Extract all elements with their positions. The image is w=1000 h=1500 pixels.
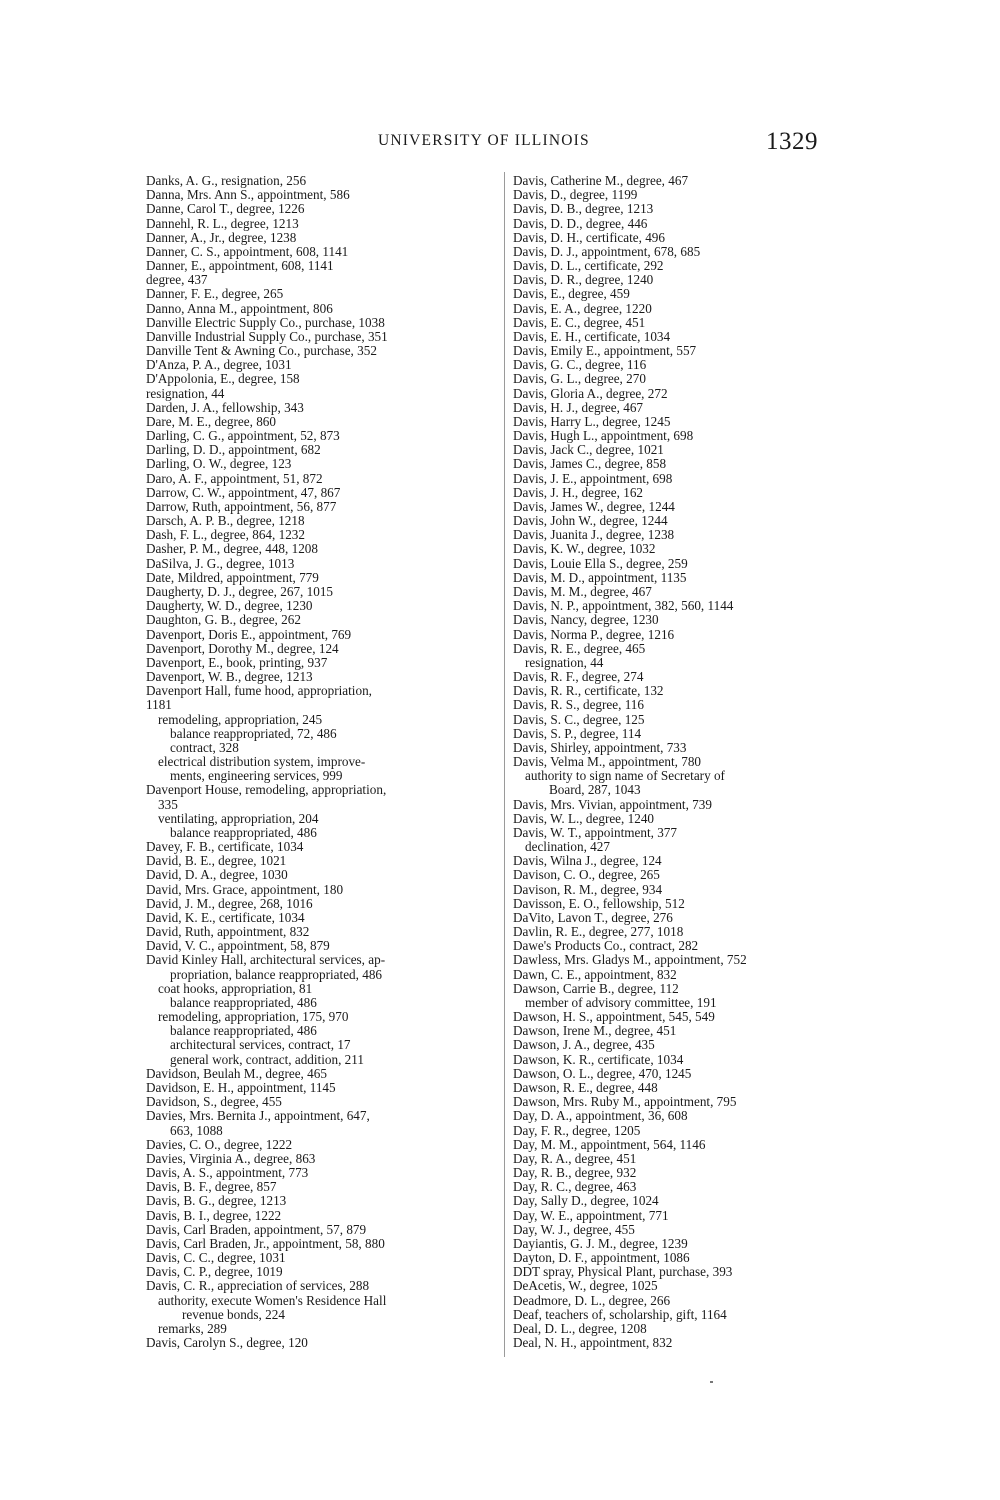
index-entry: Davis, R. E., degree, 465 [513,640,646,656]
index-entry: Daro, A. F., appointment, 51, 872 [146,470,323,486]
index-entry: Davis, John W., degree, 1244 [513,513,668,529]
index-entry: Davison, R. M., degree, 934 [513,881,663,897]
index-entry: Danville Tent & Awning Co., purchase, 352 [146,343,377,359]
index-entry: Davlin, R. E., degree, 277, 1018 [513,924,684,940]
index-entry: Danno, Anna M., appointment, 806 [146,300,333,316]
index-entry: coat hooks, appropriation, 81 [158,980,313,996]
index-entry: Davis, G. C., degree, 116 [513,357,647,373]
index-entry: David, B. E., degree, 1021 [146,853,287,869]
index-entry: Davenport, Doris E., appointment, 769 [146,626,352,642]
index-entry: DDT spray, Physical Plant, purchase, 393 [513,1264,733,1280]
index-entry: Davis, Gloria A., degree, 272 [513,385,668,401]
index-entry: Deal, D. L., degree, 1208 [513,1320,647,1336]
index-entry: Day, F. R., degree, 1205 [513,1122,641,1138]
index-entry: Date, Mildred, appointment, 779 [146,569,319,585]
index-entry: Dare, M. E., degree, 860 [146,413,276,429]
index-entry: resignation, 44 [525,654,604,670]
index-entry: Darling, D. D., appointment, 682 [146,442,321,458]
index-entry: Davis, Wilna J., degree, 124 [513,853,662,869]
index-entry: Davis, Shirley, appointment, 733 [513,739,687,755]
index-entry: declination, 427 [525,839,610,855]
index-entry: Davies, C. O., degree, 1222 [146,1136,293,1152]
index-entry: Davis, Carolyn S., degree, 120 [146,1335,308,1351]
index-entry: remodeling, appropriation, 245 [158,711,323,727]
index-entry: Daughton, G. B., degree, 262 [146,612,301,628]
index-entry: Davis, Carl Braden, appointment, 57, 879 [146,1221,367,1237]
index-entry: Davis, Mrs. Vivian, appointment, 739 [513,796,712,812]
index-entry: Davis, C. C., degree, 1031 [146,1250,286,1266]
page-mark [710,1381,713,1383]
index-entry: Dawson, O. L., degree, 470, 1245 [513,1065,692,1081]
index-entry: Deadmore, D. L., degree, 266 [513,1292,671,1308]
index-entry: Danne, Carol T., degree, 1226 [146,201,305,217]
index-entry: architectural services, contract, 17 [170,1037,351,1053]
index-entry: Davis, H. J., degree, 467 [513,399,644,415]
index-entry: Dawn, C. E., appointment, 832 [513,966,677,982]
index-entry: balance reappropriated, 486 [170,824,317,840]
index-entry: DaSilva, J. G., degree, 1013 [146,555,295,571]
index-entry: general work, contract, addition, 211 [170,1051,364,1067]
index-entry: Davison, C. O., degree, 265 [513,867,660,883]
running-head: UNIVERSITY OF ILLINOIS [378,132,590,149]
index-entry: balance reappropriated, 486 [170,994,317,1010]
index-entry: electrical distribution system, improve- [158,754,366,770]
index-entry: Davis, D. J., appointment, 678, 685 [513,243,701,259]
index-entry: Dayton, D. F., appointment, 1086 [513,1250,690,1266]
index-entry: DaVito, Lavon T., degree, 276 [513,909,673,925]
index-entry: Daugherty, W. D., degree, 1230 [146,598,313,614]
index-entry: Davey, F. B., certificate, 1034 [146,839,304,855]
index-entry: 1181 [146,697,172,713]
index-entry: Davis, Carl Braden, Jr., appointment, 58, 880 [146,1235,385,1251]
index-entry: Dawson, Irene M., degree, 451 [513,1023,677,1039]
index-entry: David, D. A., degree, 1030 [146,867,288,883]
index-entry: Davis, E. H., certificate, 1034 [513,328,671,344]
index-entry: Davis, Harry L., degree, 1245 [513,413,671,429]
index-entry: balance reappropriated, 72, 486 [170,725,337,741]
index-entry: contract, 328 [170,739,239,755]
index-entry: Day, R. B., degree, 932 [513,1165,637,1181]
index-entry: Darling, C. G., appointment, 52, 873 [146,428,340,444]
index-entry: 663, 1088 [170,1122,223,1138]
index-entry: Darrow, Ruth, appointment, 56, 877 [146,498,337,514]
index-entry: Day, W. E., appointment, 771 [513,1207,669,1223]
index-entry: Dannehl, R. L., degree, 1213 [146,215,299,231]
index-entry: Davis, D. L., certificate, 292 [513,258,664,274]
index-entry: revenue bonds, 224 [182,1306,285,1322]
index-entry: Davis, R. F., degree, 274 [513,669,644,685]
index-entry: Day, W. J., degree, 455 [513,1221,635,1237]
index-entry: Day, M. M., appointment, 564, 1146 [513,1136,706,1152]
index-entry: Davis, Velma M., appointment, 780 [513,754,702,770]
index-entry: Davenport, E., book, printing, 937 [146,654,328,670]
index-entry: Danner, E., appointment, 608, 1141 [146,258,334,274]
index-entry: Darling, O. W., degree, 123 [146,456,292,472]
index-entry: David Kinley Hall, architectural services, ap- [146,952,386,968]
index-entry: Dawson, R. E., degree, 448 [513,1080,658,1095]
index-entry: Davis, James W., degree, 1244 [513,498,675,514]
index-entry: Darsch, A. P. B., degree, 1218 [146,513,305,529]
index-entry: Davis, A. S., appointment, 773 [146,1165,309,1181]
index-entry: Davis, C. P., degree, 1019 [146,1264,283,1280]
index-entry: authority, execute Women's Residence Hall [158,1292,387,1308]
index-entry: Davis, B. G., degree, 1213 [146,1193,287,1209]
index-entry: ventilating, appropriation, 204 [158,810,319,826]
index-entry: DeAcetis, W., degree, 1025 [513,1278,658,1294]
index-entry: David, J. M., degree, 268, 1016 [146,895,313,911]
index-column-left [146,174,491,1350]
index-entry: Davidson, E. H., appointment, 1145 [146,1080,336,1095]
index-entry: David, Ruth, appointment, 832 [146,924,310,940]
index-entry: authority to sign name of Secretary of [525,768,725,784]
index-entry: Davis, Juanita J., degree, 1238 [513,527,675,543]
index-entry: Davis, M. M., degree, 467 [513,583,652,599]
index-entry: Davis, R. S., degree, 116 [513,697,644,713]
index-entry: Davis, E., degree, 459 [513,286,630,302]
index-entry: Davis, Emily E., appointment, 557 [513,343,697,359]
index-entry: D'Anza, P. A., degree, 1031 [146,357,292,373]
index-entry: Davis, Catherine M., degree, 467 [513,173,689,188]
index-entry: Davenport House, remodeling, appropriation, [146,782,387,798]
index-entry: degree, 437 [146,272,208,288]
index-entry: Davis, S. P., degree, 114 [513,725,642,741]
index-entry: Dawson, K. R., certificate, 1034 [513,1051,684,1067]
index-entry: Davis, Jack C., degree, 1021 [513,442,664,458]
index-column-right [513,174,865,1350]
index-entry: Day, D. A., appointment, 36, 608 [513,1108,688,1124]
page-number: 1329 [766,128,818,155]
index-entry: Davis, S. C., degree, 125 [513,711,645,727]
index-entry: remodeling, appropriation, 175, 970 [158,1009,349,1025]
index-entry: Dawson, Mrs. Ruby M., appointment, 795 [513,1094,737,1110]
index-entry: Dayiantis, G. J. M., degree, 1239 [513,1235,688,1251]
index-entry: Danner, C. S., appointment, 608, 1141 [146,243,349,259]
index-entry: Danner, F. E., degree, 265 [146,286,284,302]
index-entry: Dawe's Products Co., contract, 282 [513,938,699,954]
index-entry: Davidson, S., degree, 455 [146,1094,282,1110]
index-entry: Davis, D., degree, 1199 [513,187,638,203]
index-entry: Davis, W. L., degree, 1240 [513,810,655,826]
index-entry: propriation, balance reappropriated, 486 [170,966,383,982]
index-entry: Dawson, Carrie B., degree, 112 [513,980,679,996]
index-entry: Darrow, C. W., appointment, 47, 867 [146,484,341,500]
index-entry: balance reappropriated, 486 [170,1023,317,1039]
index-entry: Day, Sally D., degree, 1024 [513,1193,659,1209]
index-entry: Davis, R. R., certificate, 132 [513,683,664,699]
index-entry: Davis, J. E., appointment, 698 [513,470,673,486]
index-entry: Danna, Mrs. Ann S., appointment, 586 [146,187,350,203]
index-entry: Davis, E. C., degree, 451 [513,314,646,330]
index-entry: Davis, B. I., degree, 1222 [146,1207,282,1223]
index-entry: David, Mrs. Grace, appointment, 180 [146,881,344,897]
page-header [0,128,1000,158]
index-entry: remarks, 289 [158,1320,227,1336]
index-entry: Dasher, P. M., degree, 448, 1208 [146,541,318,557]
index-entry: Danner, A., Jr., degree, 1238 [146,229,297,245]
index-entry: Davenport Hall, fume hood, appropriation, [146,683,372,699]
index-entry: Day, R. C., degree, 463 [513,1179,637,1195]
index-entry: D'Appolonia, E., degree, 158 [146,371,300,387]
index-entry: resignation, 44 [146,385,225,401]
index-entry: Davis, C. R., appreciation of services, 288 [146,1278,370,1294]
index-entry: Davis, M. D., appointment, 1135 [513,569,687,585]
index-entry: Dawson, H. S., appointment, 545, 549 [513,1009,715,1025]
index-entry: Davis, Norma P., degree, 1216 [513,626,675,642]
column-divider [504,172,505,1357]
index-entry: Davis, Louie Ella S., degree, 259 [513,555,688,571]
index-entry: Darden, J. A., fellowship, 343 [146,399,304,415]
index-entry: Davis, B. F., degree, 857 [146,1179,277,1195]
index-entry: Davis, J. H., degree, 162 [513,484,644,500]
index-entry: Deaf, teachers of, scholarship, gift, 1164 [513,1306,727,1322]
index-entry: Danville Electric Supply Co., purchase, 1038 [146,314,385,330]
index-entry: Daugherty, D. J., degree, 267, 1015 [146,583,334,599]
index-entry: Davis, D. R., degree, 1240 [513,272,654,288]
index-entry: Davis, Nancy, degree, 1230 [513,612,659,628]
index-entry: Davisson, E. O., fellowship, 512 [513,895,685,911]
index-entry: Davis, N. P., appointment, 382, 560, 1144 [513,598,734,614]
index-entry: David, K. E., certificate, 1034 [146,909,305,925]
index-entry: Davis, James C., degree, 858 [513,456,667,472]
index-entry: Davis, K. W., degree, 1032 [513,541,656,557]
index-entry: Dawson, J. A., degree, 435 [513,1037,655,1053]
index-entry: Davis, W. T., appointment, 377 [513,824,677,840]
index-entry: Davies, Virginia A., degree, 863 [146,1150,316,1166]
index-entry: Davis, E. A., degree, 1220 [513,300,652,316]
index-entry: Dash, F. L., degree, 864, 1232 [146,527,305,543]
index-entry: Davis, G. L., degree, 270 [513,371,646,387]
index-entry: Davidson, Beulah M., degree, 465 [146,1065,327,1081]
index-entry: Danville Industrial Supply Co., purchase, 351 [146,328,388,344]
index-entry: Board, 287, 1043 [549,782,641,798]
index-entry: 335 [158,796,178,812]
index-entry: David, V. C., appointment, 58, 879 [146,938,330,954]
index-entry: Davies, Mrs. Bernita J., appointment, 647, [146,1108,370,1124]
index-entry: Day, R. A., degree, 451 [513,1150,637,1166]
index-entry: Dawless, Mrs. Gladys M., appointment, 752 [513,952,747,968]
index-entry: Davis, D. B., degree, 1213 [513,201,654,217]
index-entry: Davenport, Dorothy M., degree, 124 [146,640,339,656]
index-entry: Davenport, W. B., degree, 1213 [146,669,313,685]
index-entry: Deal, N. H., appointment, 832 [513,1335,673,1351]
index-entry: ments, engineering services, 999 [170,768,343,784]
index-entry: Davis, D. D., degree, 446 [513,215,648,231]
index-entry: Danks, A. G., resignation, 256 [146,173,307,188]
index-entry: member of advisory committee, 191 [525,994,717,1010]
index-entry: Davis, D. H., certificate, 496 [513,229,665,245]
index-entry: Davis, Hugh L., appointment, 698 [513,428,694,444]
